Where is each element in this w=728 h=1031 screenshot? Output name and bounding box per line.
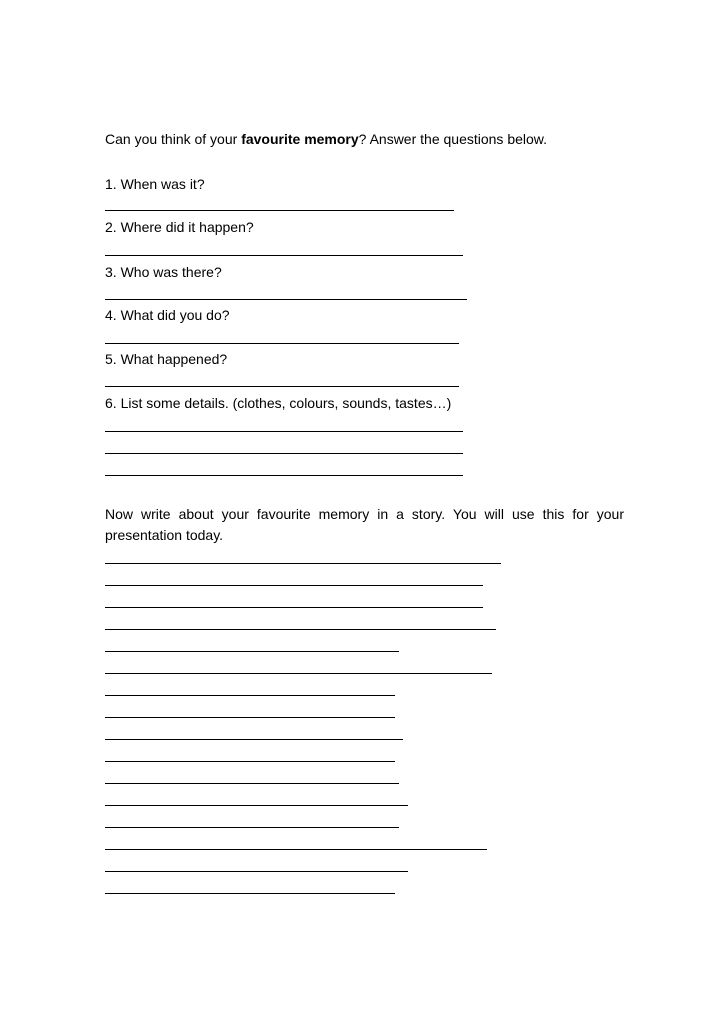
intro-before: Can you think of your [105, 131, 242, 147]
story-line-16[interactable] [105, 893, 395, 894]
story-line-3[interactable] [105, 607, 483, 608]
story-line-13[interactable] [105, 827, 399, 828]
story-line-14[interactable] [105, 849, 487, 850]
answer-line-3[interactable] [105, 299, 467, 300]
story-line-8[interactable] [105, 717, 395, 718]
story-line-5[interactable] [105, 651, 399, 652]
story-line-7[interactable] [105, 695, 395, 696]
answer-line-1[interactable] [105, 210, 454, 211]
answer-line-5[interactable] [105, 386, 459, 387]
question-2: 2. Where did it happen? [105, 219, 254, 235]
question-3: 3. Who was there? [105, 264, 222, 280]
story-line-11[interactable] [105, 783, 399, 784]
question-1: 1. When was it? [105, 176, 205, 192]
details-line-2[interactable] [105, 453, 463, 454]
intro-emphasis: favourite memory [241, 131, 359, 147]
story-line-9[interactable] [105, 739, 403, 740]
answer-line-4[interactable] [105, 343, 459, 344]
question-4: 4. What did you do? [105, 307, 230, 323]
question-6: 6. List some details. (clothes, colours, sounds, tastes…) [105, 395, 452, 411]
story-line-1[interactable] [105, 563, 501, 564]
story-line-6[interactable] [105, 673, 492, 674]
story-line-10[interactable] [105, 761, 395, 762]
story-prompt: Now write about your favourite memory in a story. You will use this for your presentation today. [105, 506, 624, 543]
intro-after: ? Answer the questions below. [358, 131, 548, 147]
details-line-3[interactable] [105, 475, 463, 476]
story-line-15[interactable] [105, 871, 408, 872]
story-line-12[interactable] [105, 805, 408, 806]
question-5: 5. What happened? [105, 351, 228, 367]
story-line-4[interactable] [105, 629, 496, 630]
intro-text [105, 131, 547, 147]
details-line-1[interactable] [105, 431, 463, 432]
story-line-2[interactable] [105, 585, 483, 586]
answer-line-2[interactable] [105, 255, 463, 256]
